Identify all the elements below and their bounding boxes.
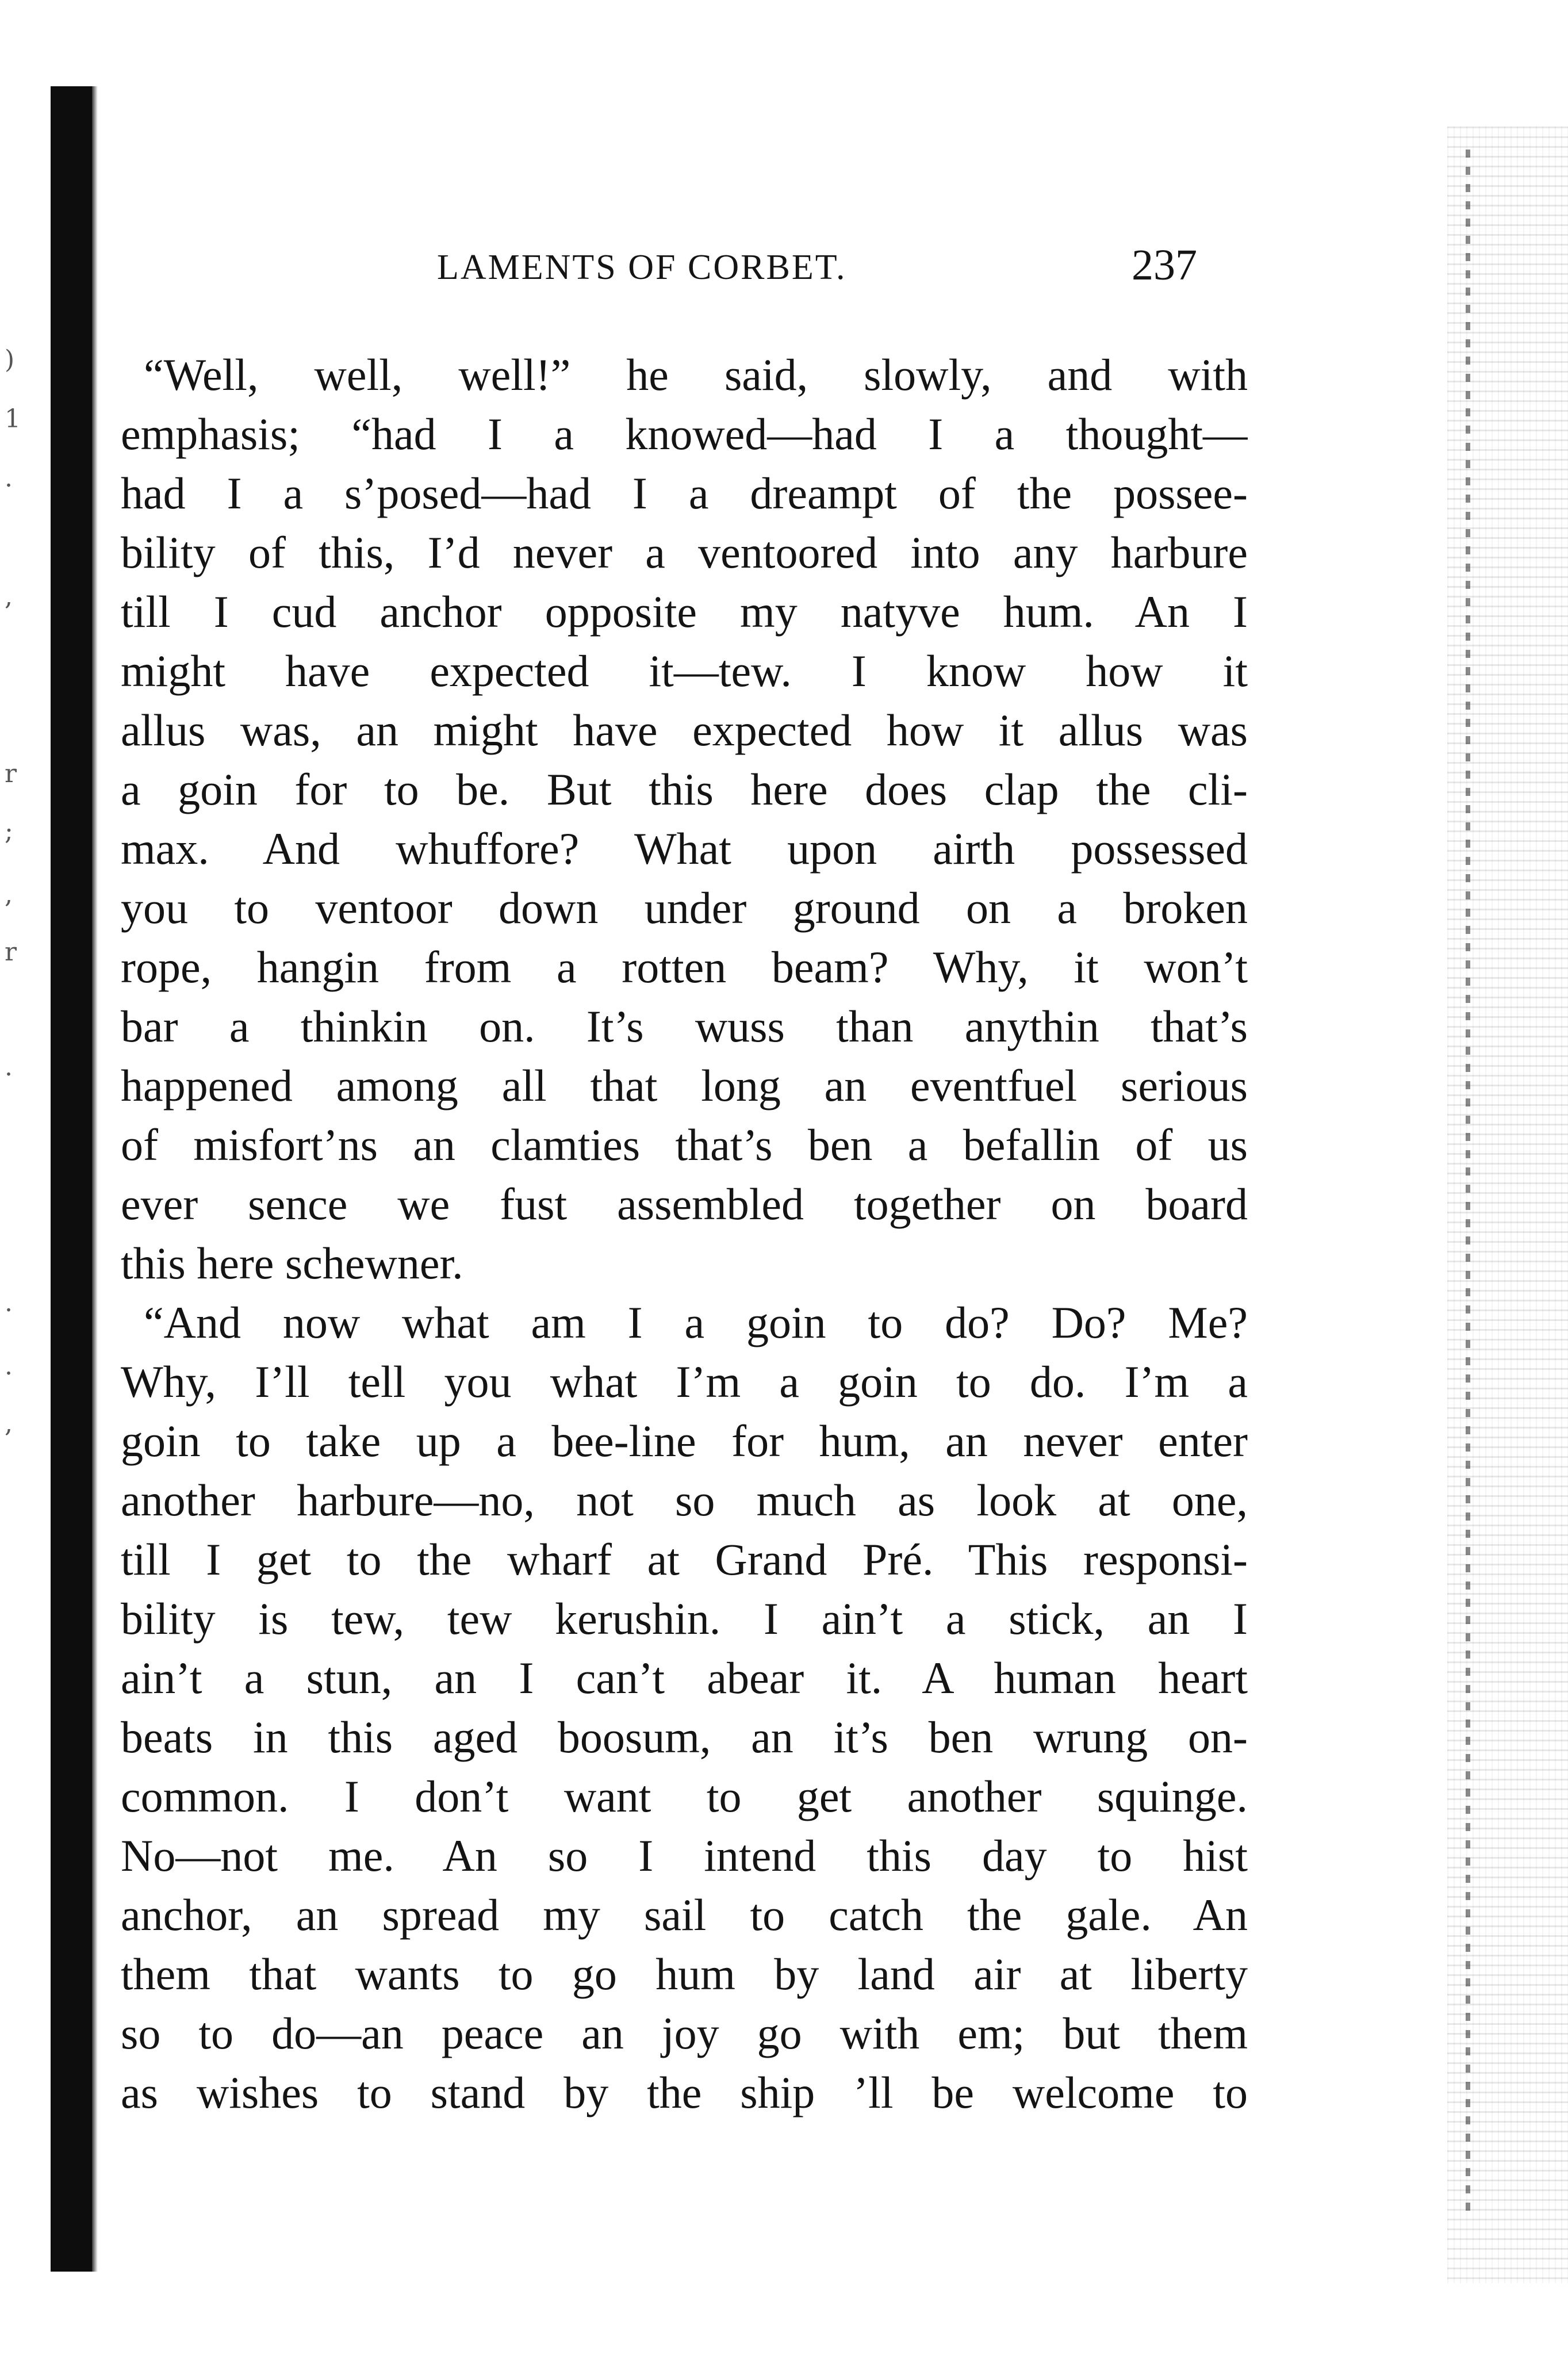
text-line: till I get to the wharf at Grand Pré. This responsi- (121, 1534, 1248, 1584)
text-line: Why, I’ll tell you what I’m a goin to do. I’m a (121, 1357, 1248, 1407)
body-text (121, 345, 1248, 2122)
text-line: another harbure—no, not so much as look at one, (121, 1475, 1248, 1525)
gutter-mark: , (5, 582, 13, 611)
running-title: LAMENTS OF CORBET. (437, 248, 847, 287)
text-line: beats in this aged boosum, an it’s ben wrung on- (121, 1712, 1248, 1762)
paragraph (121, 1293, 1248, 2122)
text-line: ain’t a stun, an I can’t abear it. A human heart (121, 1653, 1248, 1703)
gutter-mark: 1 (5, 404, 21, 434)
page-edge-strip (1466, 150, 1470, 2220)
text-line: “And now what am I a goin to do? Do? Me? (144, 1297, 1248, 1347)
text-line: so to do—an peace an joy go with em; but them (121, 2008, 1248, 2058)
text-line: had I a s’posed—had I a dreampt of the possee- (121, 468, 1248, 518)
gutter-mark: ; (5, 817, 13, 846)
text-line: emphasis; “had I a knowed—had I a thought— (121, 409, 1248, 459)
gutter-mark: . (5, 464, 13, 493)
text-line: goin to take up a bee-line for hum, an never enter (121, 1416, 1248, 1466)
text-line: them that wants to go hum by land air at liberty (121, 1949, 1248, 1999)
text-line: rope, hangin from a rotten beam? Why, it won’t (121, 942, 1248, 992)
gutter-mark: . (5, 1288, 13, 1318)
text-line: of misfort’ns an clamties that’s ben a befallin of us (121, 1120, 1248, 1170)
text-line: anchor, an spread my sail to catch the gale. An (121, 1890, 1248, 1940)
text-line: happened among all that long an eventfuel serious (121, 1060, 1248, 1111)
text-line: “Well, well, well!” he said, slowly, and with (144, 350, 1248, 400)
text-line: might have expected it—tew. I know how it (121, 646, 1248, 696)
binding-shadow (51, 86, 92, 2272)
gutter-mark: r (5, 937, 17, 967)
gutter-mark: , (5, 1409, 13, 1438)
text-line: max. And whuffore? What upon airth possessed (121, 824, 1248, 874)
text-line: bility is tew, tew kerushin. I ain’t a stick, an I (121, 1594, 1248, 1644)
text-line: bar a thinkin on. It’s wuss than anythin that’s (121, 1001, 1248, 1051)
text-line: till I cud anchor opposite my natyve hum. An I (121, 587, 1248, 637)
text-line: a goin for to be. But this here does clap the cli- (121, 764, 1248, 814)
text-line: allus was, an might have expected how it allus was (121, 705, 1248, 755)
gutter-mark: . (5, 1052, 13, 1082)
paragraph (121, 345, 1248, 1293)
text-line: bility of this, I’d never a ventoored into any harbure (121, 527, 1248, 577)
gutter-mark: ) (5, 345, 15, 374)
text-line: ever sence we fust assembled together on board (121, 1179, 1248, 1229)
page-number: 237 (1132, 241, 1197, 289)
gutter-mark: . (5, 1351, 13, 1381)
text-line: you to ventoor down under ground on a broken (121, 883, 1248, 933)
text-line: No—not me. An so I intend this day to hist (121, 1831, 1248, 1881)
gutter-mark: r (5, 759, 17, 788)
gutter-mark: , (5, 880, 13, 909)
text-line: common. I don’t want to get another squinge. (121, 1771, 1248, 1821)
text-line: as wishes to stand by the ship ’ll be welcome to (121, 2067, 1248, 2117)
text-line: this here schewner. (121, 1238, 463, 1288)
